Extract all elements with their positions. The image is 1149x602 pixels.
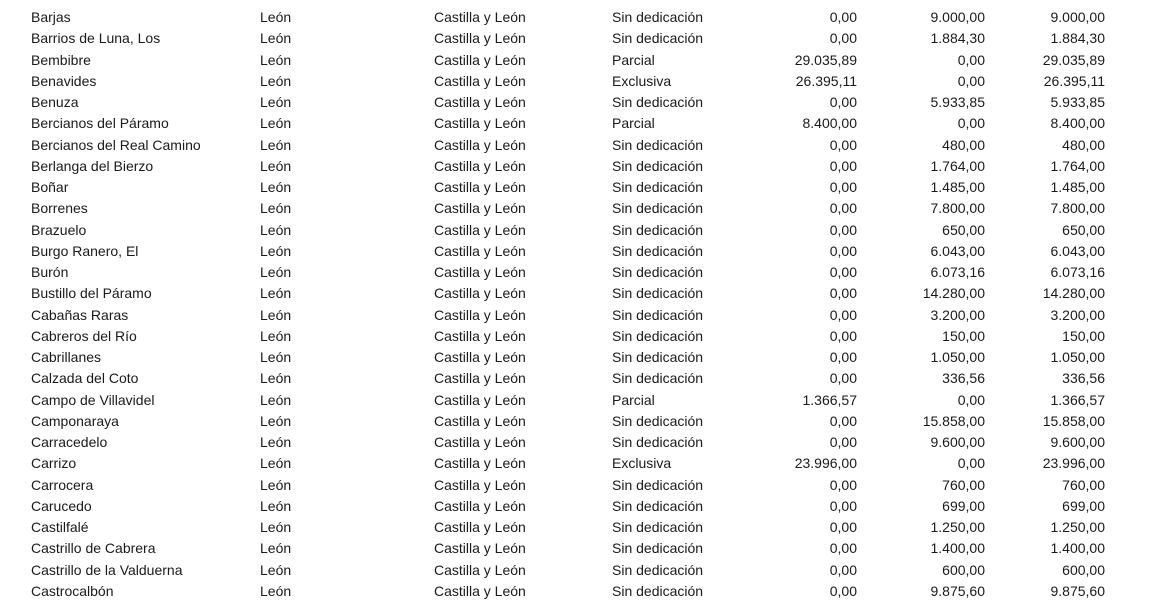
province-cell: León bbox=[260, 9, 292, 25]
amount-cell-1: 0,00 bbox=[829, 306, 857, 323]
table-row bbox=[0, 92, 1149, 113]
table-row bbox=[0, 71, 1149, 92]
table-row bbox=[0, 177, 1149, 198]
dedication-cell: Sin dedicación bbox=[612, 349, 704, 365]
amount-cell-2: 6.043,00 bbox=[930, 242, 985, 259]
amount-cell-2: 600,00 bbox=[942, 561, 985, 578]
amount-cell-2: 760,00 bbox=[942, 476, 985, 493]
province-cell: León bbox=[260, 264, 292, 280]
region-cell: Castilla y León bbox=[434, 9, 526, 25]
amount-cell-1: 23.996,00 bbox=[794, 455, 857, 472]
table-row bbox=[0, 28, 1149, 49]
region-cell: Castilla y León bbox=[434, 30, 526, 47]
amount-cell-1: 0,00 bbox=[829, 30, 857, 47]
amount-cell-2: 3.200,00 bbox=[930, 306, 985, 323]
amount-cell-1: 0,00 bbox=[829, 519, 857, 535]
province-cell: León bbox=[260, 242, 292, 259]
amount-cell-1: 0,00 bbox=[829, 242, 857, 259]
amount-cell-1: 0,00 bbox=[829, 9, 857, 25]
region-cell: Castilla y León bbox=[434, 115, 526, 132]
table-row bbox=[0, 453, 1149, 474]
region-cell: Castilla y León bbox=[434, 582, 526, 599]
province-cell: León bbox=[260, 94, 292, 110]
municipality-cell: Bembibre bbox=[31, 51, 91, 68]
region-cell: Castilla y León bbox=[434, 370, 526, 387]
region-cell: Castilla y León bbox=[434, 540, 526, 557]
total-cell: 15.858,00 bbox=[1042, 412, 1105, 429]
total-cell: 5.933,85 bbox=[1050, 94, 1105, 110]
amount-cell-2: 480,00 bbox=[942, 136, 985, 153]
dedication-cell: Sin dedicación bbox=[612, 179, 704, 195]
province-cell: León bbox=[260, 200, 292, 217]
amount-cell-1: 1.366,57 bbox=[802, 391, 857, 408]
province-cell: León bbox=[260, 582, 292, 599]
table-row bbox=[0, 135, 1149, 156]
province-cell: León bbox=[260, 519, 292, 535]
amount-cell-1: 0,00 bbox=[829, 157, 857, 174]
dedication-cell: Sin dedicación bbox=[612, 30, 704, 47]
amount-cell-1: 0,00 bbox=[829, 349, 857, 365]
municipality-cell: Barjas bbox=[31, 9, 71, 25]
amount-cell-2: 1.250,00 bbox=[930, 519, 985, 535]
municipality-cell: Berlanga del Bierzo bbox=[31, 157, 154, 174]
province-cell: León bbox=[260, 157, 292, 174]
total-cell: 1.250,00 bbox=[1050, 519, 1105, 535]
region-cell: Castilla y León bbox=[434, 136, 526, 153]
province-cell: León bbox=[260, 30, 292, 47]
dedication-cell: Parcial bbox=[612, 51, 655, 68]
total-cell: 8.400,00 bbox=[1050, 115, 1105, 132]
table-row bbox=[0, 475, 1149, 496]
amount-cell-1: 8.400,00 bbox=[802, 115, 857, 132]
amount-cell-1: 26.395,11 bbox=[795, 72, 857, 89]
table-row bbox=[0, 156, 1149, 177]
amount-cell-2: 650,00 bbox=[942, 221, 985, 238]
table-row bbox=[0, 198, 1149, 219]
total-cell: 7.800,00 bbox=[1050, 200, 1105, 217]
province-cell: León bbox=[260, 370, 292, 387]
amount-cell-2: 9.875,60 bbox=[930, 582, 985, 599]
amount-cell-1: 0,00 bbox=[829, 221, 857, 238]
region-cell: Castilla y León bbox=[434, 285, 526, 302]
total-cell: 1.764,00 bbox=[1050, 157, 1105, 174]
dedication-cell: Sin dedicación bbox=[612, 497, 704, 514]
region-cell: Castilla y León bbox=[434, 306, 526, 323]
dedication-cell: Sin dedicación bbox=[612, 200, 704, 217]
dedication-cell: Sin dedicación bbox=[612, 264, 704, 280]
region-cell: Castilla y León bbox=[434, 200, 526, 217]
municipality-cell: Burón bbox=[31, 264, 69, 280]
dedication-cell: Exclusiva bbox=[612, 455, 672, 472]
municipality-cell: Camponaraya bbox=[31, 412, 119, 429]
province-cell: León bbox=[260, 136, 292, 153]
municipality-cell: Calzada del Coto bbox=[31, 370, 139, 387]
amount-cell-2: 699,00 bbox=[942, 497, 985, 514]
municipality-cell: Carrizo bbox=[31, 455, 77, 472]
amount-cell-1: 0,00 bbox=[829, 540, 857, 557]
table-row bbox=[0, 7, 1149, 28]
dedication-cell: Sin dedicación bbox=[612, 434, 704, 450]
province-cell: León bbox=[260, 306, 292, 323]
table-row bbox=[0, 368, 1149, 389]
table-row bbox=[0, 560, 1149, 581]
province-cell: León bbox=[260, 476, 292, 493]
amount-cell-2: 0,00 bbox=[957, 455, 985, 472]
amount-cell-2: 15.858,00 bbox=[922, 412, 985, 429]
region-cell: Castilla y León bbox=[434, 412, 526, 429]
region-cell: Castilla y León bbox=[434, 157, 526, 174]
municipality-cell: Borrenes bbox=[31, 200, 88, 217]
province-cell: León bbox=[260, 412, 292, 429]
dedication-cell: Sin dedicación bbox=[612, 221, 704, 238]
total-cell: 600,00 bbox=[1062, 561, 1105, 578]
province-cell: León bbox=[260, 72, 292, 89]
total-cell: 1.366,57 bbox=[1050, 391, 1105, 408]
region-cell: Castilla y León bbox=[434, 51, 526, 68]
province-cell: León bbox=[260, 327, 292, 344]
amount-cell-1: 0,00 bbox=[829, 264, 857, 280]
amount-cell-2: 9.600,00 bbox=[930, 434, 985, 450]
dedication-cell: Parcial bbox=[612, 391, 655, 408]
table-row bbox=[0, 517, 1149, 538]
total-cell: 6.043,00 bbox=[1050, 242, 1105, 259]
amount-cell-1: 0,00 bbox=[829, 476, 857, 493]
table-row bbox=[0, 305, 1149, 326]
total-cell: 699,00 bbox=[1062, 497, 1105, 514]
municipality-cell: Campo de Villavidel bbox=[31, 391, 155, 408]
total-cell: 3.200,00 bbox=[1050, 306, 1105, 323]
municipality-cell: Boñar bbox=[31, 179, 69, 195]
table-row bbox=[0, 241, 1149, 262]
table-row bbox=[0, 496, 1149, 517]
region-cell: Castilla y León bbox=[434, 72, 526, 89]
dedication-cell: Sin dedicación bbox=[612, 412, 704, 429]
table-row bbox=[0, 581, 1149, 602]
province-cell: León bbox=[260, 540, 292, 557]
amount-cell-1: 0,00 bbox=[829, 285, 857, 302]
amount-cell-2: 336,56 bbox=[942, 370, 985, 387]
table-row bbox=[0, 432, 1149, 453]
table-row bbox=[0, 220, 1149, 241]
amount-cell-1: 0,00 bbox=[829, 327, 857, 344]
dedication-cell: Sin dedicación bbox=[612, 157, 704, 174]
municipality-cell: Bercianos del Real Camino bbox=[31, 136, 201, 153]
municipality-cell: Barrios de Luna, Los bbox=[31, 30, 161, 47]
dedication-cell: Sin dedicación bbox=[612, 540, 704, 557]
amount-cell-1: 0,00 bbox=[829, 179, 857, 195]
total-cell: 760,00 bbox=[1062, 476, 1105, 493]
municipality-cell: Cabreros del Río bbox=[31, 327, 137, 344]
municipality-cell: Bercianos del Páramo bbox=[31, 115, 169, 132]
municipality-cell: Castrillo de Cabrera bbox=[31, 540, 156, 557]
province-cell: León bbox=[260, 221, 292, 238]
amount-cell-2: 1.884,30 bbox=[930, 30, 985, 47]
region-cell: Castilla y León bbox=[434, 327, 526, 344]
province-cell: León bbox=[260, 179, 292, 195]
amount-cell-1: 0,00 bbox=[829, 582, 857, 599]
province-cell: León bbox=[260, 51, 292, 68]
region-cell: Castilla y León bbox=[434, 519, 526, 535]
amount-cell-2: 5.933,85 bbox=[930, 94, 985, 110]
total-cell: 1.884,30 bbox=[1050, 30, 1105, 47]
province-cell: León bbox=[260, 434, 292, 450]
dedication-cell: Sin dedicación bbox=[612, 582, 704, 599]
total-cell: 9.600,00 bbox=[1050, 434, 1105, 450]
municipality-cell: Benuza bbox=[31, 94, 79, 110]
amount-cell-2: 7.800,00 bbox=[930, 200, 985, 217]
dedication-cell: Sin dedicación bbox=[612, 519, 704, 535]
province-cell: León bbox=[260, 455, 292, 472]
municipality-cell: Burgo Ranero, El bbox=[31, 242, 139, 259]
total-cell: 150,00 bbox=[1062, 327, 1105, 344]
dedication-cell: Sin dedicación bbox=[612, 242, 704, 259]
region-cell: Castilla y León bbox=[434, 391, 526, 408]
region-cell: Castilla y León bbox=[434, 264, 526, 280]
total-cell: 29.035,89 bbox=[1042, 51, 1105, 68]
municipality-cell: Carracedelo bbox=[31, 434, 108, 450]
table-row bbox=[0, 390, 1149, 411]
total-cell: 1.400,00 bbox=[1050, 540, 1105, 557]
dedication-cell: Sin dedicación bbox=[612, 306, 704, 323]
dedication-cell: Sin dedicación bbox=[612, 327, 704, 344]
dedication-cell: Sin dedicación bbox=[612, 136, 704, 153]
total-cell: 9.000,00 bbox=[1050, 9, 1105, 25]
table-row bbox=[0, 347, 1149, 368]
amount-cell-1: 0,00 bbox=[829, 370, 857, 387]
amount-cell-2: 0,00 bbox=[957, 51, 985, 68]
dedication-cell: Sin dedicación bbox=[612, 561, 704, 578]
total-cell: 336,56 bbox=[1062, 370, 1105, 387]
total-cell: 26.395,11 bbox=[1043, 72, 1105, 89]
amount-cell-2: 6.073,16 bbox=[930, 264, 985, 280]
amount-cell-2: 1.050,00 bbox=[930, 349, 985, 365]
municipality-cell: Cabañas Raras bbox=[31, 306, 129, 323]
amount-cell-2: 1.400,00 bbox=[930, 540, 985, 557]
amount-cell-1: 29.035,89 bbox=[794, 51, 857, 68]
dedication-cell: Sin dedicación bbox=[612, 9, 704, 25]
dedication-cell: Sin dedicación bbox=[612, 285, 704, 302]
total-cell: 9.875,60 bbox=[1050, 582, 1105, 599]
municipality-cell: Bustillo del Páramo bbox=[31, 285, 152, 302]
municipality-cell: Carucedo bbox=[31, 497, 92, 514]
table-row bbox=[0, 262, 1149, 283]
region-cell: Castilla y León bbox=[434, 242, 526, 259]
dedication-cell: Sin dedicación bbox=[612, 476, 704, 493]
total-cell: 1.050,00 bbox=[1050, 349, 1105, 365]
table-row bbox=[0, 538, 1149, 559]
table-row bbox=[0, 411, 1149, 432]
amount-cell-1: 0,00 bbox=[829, 412, 857, 429]
municipality-cell: Benavides bbox=[31, 72, 97, 89]
region-cell: Castilla y León bbox=[434, 497, 526, 514]
total-cell: 6.073,16 bbox=[1050, 264, 1105, 280]
dedication-cell: Sin dedicación bbox=[612, 370, 704, 387]
region-cell: Castilla y León bbox=[434, 476, 526, 493]
amount-cell-1: 0,00 bbox=[829, 561, 857, 578]
municipality-cell: Brazuelo bbox=[31, 221, 87, 238]
municipality-cell: Castrocalbón bbox=[31, 582, 114, 599]
province-cell: León bbox=[260, 561, 292, 578]
total-cell: 480,00 bbox=[1062, 136, 1105, 153]
total-cell: 14.280,00 bbox=[1042, 285, 1105, 302]
table-row bbox=[0, 50, 1149, 71]
amount-cell-1: 0,00 bbox=[829, 497, 857, 514]
region-cell: Castilla y León bbox=[434, 221, 526, 238]
dedication-cell: Parcial bbox=[612, 115, 655, 132]
amount-cell-2: 150,00 bbox=[942, 327, 985, 344]
municipality-cell: Carrocera bbox=[31, 476, 94, 493]
amount-cell-2: 1.485,00 bbox=[930, 179, 985, 195]
municipality-cell: Castrillo de la Valduerna bbox=[31, 561, 183, 578]
dedication-cell: Exclusiva bbox=[612, 72, 672, 89]
region-cell: Castilla y León bbox=[434, 561, 526, 578]
province-cell: León bbox=[260, 285, 292, 302]
total-cell: 1.485,00 bbox=[1050, 179, 1105, 195]
table-row bbox=[0, 326, 1149, 347]
amount-cell-2: 0,00 bbox=[957, 115, 985, 132]
region-cell: Castilla y León bbox=[434, 455, 526, 472]
total-cell: 23.996,00 bbox=[1042, 455, 1105, 472]
amount-cell-2: 0,00 bbox=[957, 391, 985, 408]
region-cell: Castilla y León bbox=[434, 434, 526, 450]
amount-cell-1: 0,00 bbox=[829, 94, 857, 110]
amount-cell-1: 0,00 bbox=[829, 200, 857, 217]
amount-cell-2: 0,00 bbox=[957, 72, 985, 89]
region-cell: Castilla y León bbox=[434, 179, 526, 195]
table-row bbox=[0, 113, 1149, 134]
region-cell: Castilla y León bbox=[434, 94, 526, 110]
amount-cell-2: 9.000,00 bbox=[930, 9, 985, 25]
dedication-cell: Sin dedicación bbox=[612, 94, 704, 110]
amount-cell-1: 0,00 bbox=[829, 136, 857, 153]
region-cell: Castilla y León bbox=[434, 349, 526, 365]
amount-cell-2: 14.280,00 bbox=[922, 285, 985, 302]
amount-cell-1: 0,00 bbox=[829, 434, 857, 450]
amount-cell-2: 1.764,00 bbox=[930, 157, 985, 174]
table-row bbox=[0, 283, 1149, 304]
total-cell: 650,00 bbox=[1062, 221, 1105, 238]
province-cell: León bbox=[260, 115, 292, 132]
province-cell: León bbox=[260, 497, 292, 514]
province-cell: León bbox=[260, 391, 292, 408]
municipality-cell: Castilfalé bbox=[31, 519, 89, 535]
municipality-cell: Cabrillanes bbox=[31, 349, 102, 365]
province-cell: León bbox=[260, 349, 292, 365]
